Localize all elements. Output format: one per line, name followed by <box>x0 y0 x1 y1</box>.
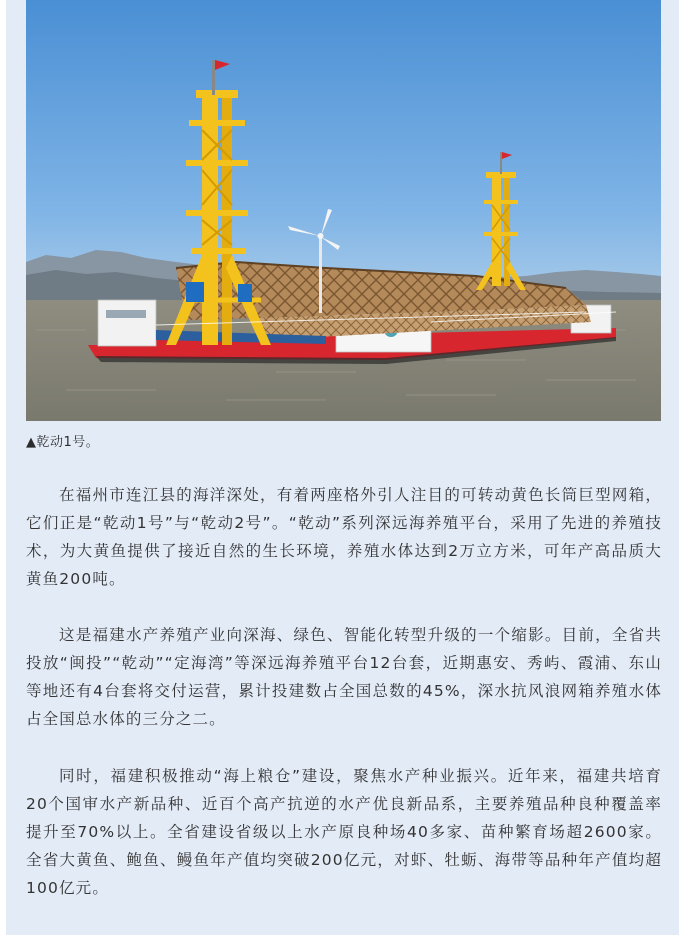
article-paragraph: 在福州市连江县的海洋深处，有着两座格外引人注目的可转动黄色长筒巨型网箱，它们正是“乾动1号”与“乾动2号”。“乾动”系列深远海养殖平台，采用了先进的养殖技术，为大黄鱼提供了接近自然的生长环境，养殖水体达到2万立方米，可年产高品质大黄鱼200吨。 <box>26 486 662 588</box>
aquaculture-platform-photo <box>26 0 661 421</box>
article-paragraph: 这是福建水产养殖产业向深海、绿色、智能化转型升级的一个缩影。目前，全省共投放“闽投”“乾动”“定海湾”等深远海养殖平台12台套，近期惠安、秀屿、霞浦、东山等地还有4台套将交付运营，累计投建数占全国总数的45%，深水抗风浪网箱养殖水体占全国总水体的三分之二。 <box>26 626 662 728</box>
caption-text: 乾动1号。 <box>36 435 100 450</box>
photo-caption <box>26 431 99 450</box>
article-paragraph: 同时，福建积极推动“海上粮仓”建设，聚焦水产种业振兴。近年来，福建共培育20个国审水产新品种、近百个高产抗逆的水产优良新品系，主要养殖品种良种覆盖率提升至70%以上。全省建设省级以上水产原良种场40多家、苗种繁育场超2600家。全省大黄鱼、鲍鱼、鳗鱼年产值均突破200亿元，对虾、牡蛎、海带等品种年产值均超100亿元。 <box>26 767 662 897</box>
triangle-marker-icon: ▲ <box>26 435 37 450</box>
